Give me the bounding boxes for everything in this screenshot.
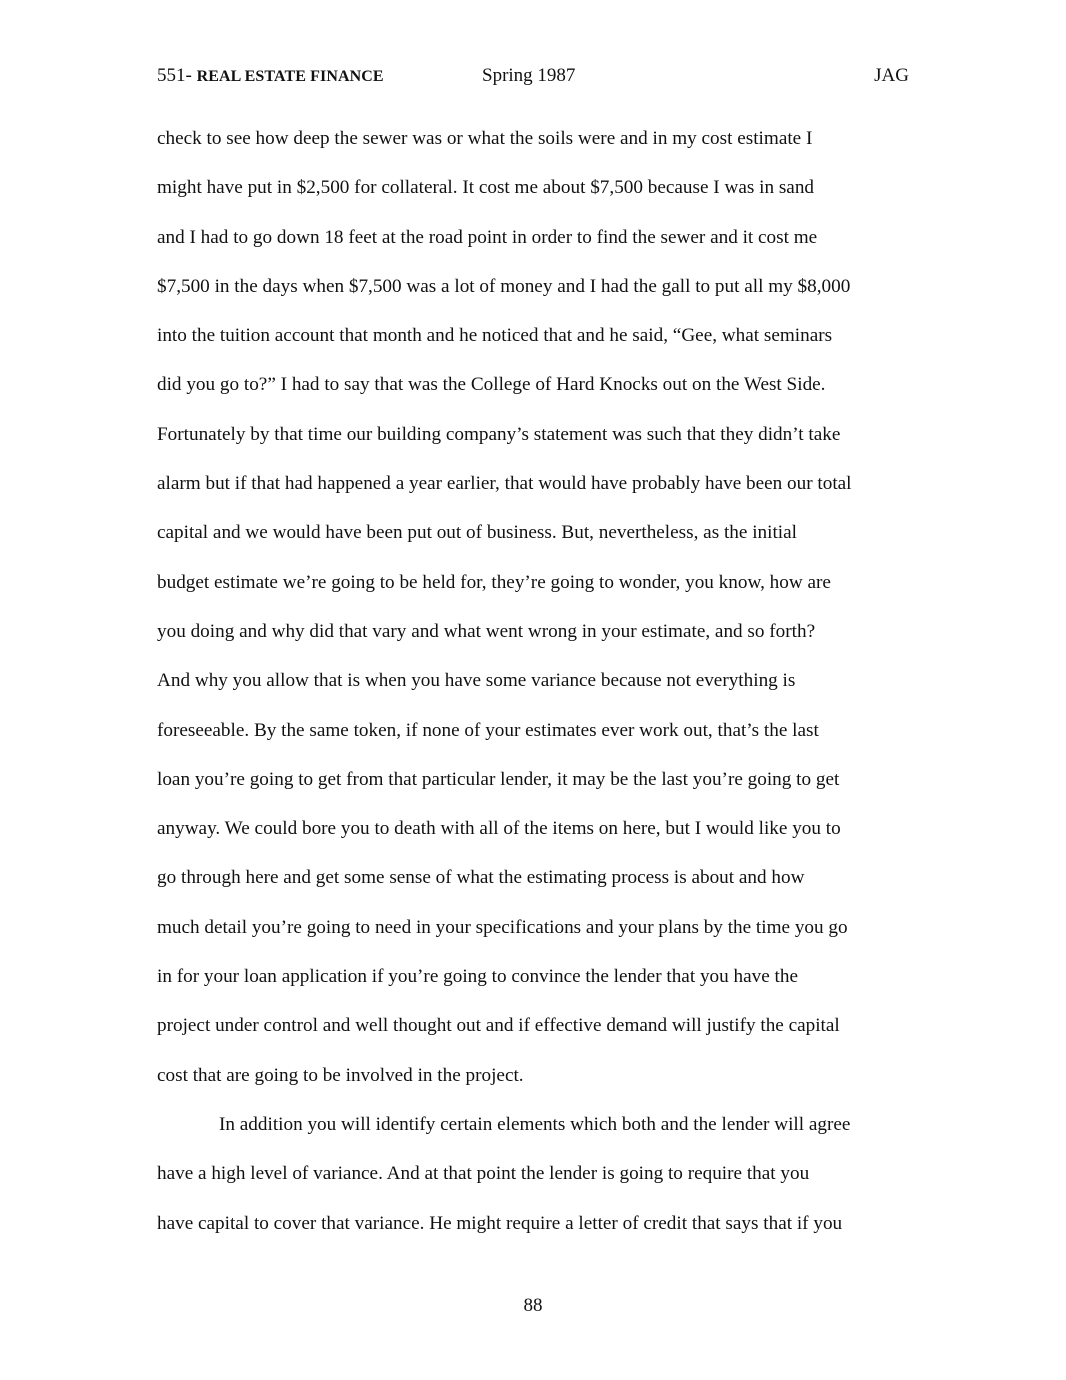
text-line: alarm but if that had happened a year earlier, that would have probably have been our total — [157, 473, 852, 495]
text-line: might have put in $2,500 for collateral. It cost me about $7,500 because I was in sand — [157, 177, 815, 199]
author-initials: JAG — [874, 65, 909, 86]
page-header — [157, 64, 909, 88]
course-term: Spring 1987 — [482, 65, 576, 86]
paragraph-start-line: In addition you will identify certain elements which both and the lender will agree — [219, 1113, 851, 1135]
text-line: much detail you’re going to need in your specifications and your plans by the time you go — [157, 916, 848, 938]
course-code: 551- — [157, 65, 192, 86]
course-title — [157, 64, 384, 89]
text-line: go through here and get some sense of what the estimating process is about and how — [157, 867, 805, 889]
text-line: foreseeable. By the same token, if none of your estimates ever work out, that’s the last — [157, 719, 819, 741]
text-line: into the tuition account that month and he noticed that and he said, “Gee, what seminars — [157, 325, 833, 347]
text-line: in for your loan application if you’re going to convince the lender that you have the — [157, 966, 798, 988]
text-line: check to see how deep the sewer was or what the soils were and in my cost estimate I — [157, 128, 813, 149]
text-line: did you go to?” I had to say that was the College of Hard Knocks out on the West Side. — [157, 374, 826, 396]
text-line: and I had to go down 18 feet at the road point in order to find the sewer and it cost me — [157, 226, 818, 248]
text-line: have a high level of variance. And at that point the lender is going to require that you — [157, 1163, 810, 1185]
text-line: project under control and well thought out and if effective demand will justify the capital — [157, 1015, 840, 1037]
text-line: budget estimate we’re going to be held for, they’re going to wonder, you know, how are — [157, 571, 831, 593]
course-name: REAL ESTATE FINANCE — [196, 68, 384, 85]
text-line: have capital to cover that variance. He might require a letter of credit that says that if you — [157, 1212, 843, 1234]
text-line: Fortunately by that time our building company’s statement was such that they didn’t take — [157, 423, 841, 445]
text-line: anyway. We could bore you to death with all of the items on here, but I would like you to — [157, 818, 841, 840]
text-line: $7,500 in the days when $7,500 was a lot of money and I had the gall to put all my $8,000 — [157, 275, 851, 297]
text-line: And why you allow that is when you have some variance because not everything is — [157, 670, 796, 692]
text-line: you doing and why did that vary and what went wrong in your estimate, and so forth? — [157, 620, 816, 642]
text-line: capital and we would have been put out of business. But, nevertheless, as the initial — [157, 522, 797, 544]
transcript-body — [157, 114, 909, 1248]
text-line: cost that are going to be involved in the project. — [157, 1064, 524, 1086]
page-number: 88 — [523, 1295, 543, 1316]
text-line: loan you’re going to get from that particular lender, it may be the last you’re going to get — [157, 768, 840, 790]
